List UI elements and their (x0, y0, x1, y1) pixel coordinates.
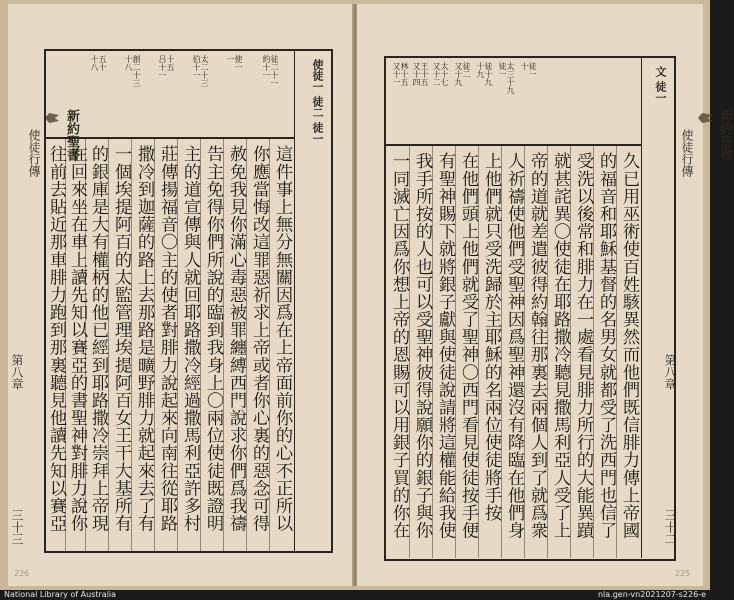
text-column: 的銀庫是大有權柄的他已經到耶路撒冷崇拜上帝現 (88, 145, 108, 532)
text-column: 一個埃提阿百的太監管理埃提阿百女王干大基所有 (111, 145, 131, 532)
text-column: 就甚詫異〇使徒在耶路撒冷聽見撒馬利亞人受了上 (550, 152, 570, 539)
note-column: 太三十九 徒一 (498, 62, 515, 94)
fish-tail-ornament-icon (698, 113, 712, 123)
book-title: 新約聖書 (717, 109, 732, 161)
cross-reference-notes (386, 58, 641, 146)
chapter-label: 第八章 (663, 354, 677, 390)
footer-bar (0, 590, 710, 600)
book-name: 使徒行傳 (680, 129, 694, 177)
note-column: 創二十三 十八 (124, 55, 141, 87)
note-column: 徒一 十 (520, 62, 537, 78)
text-column: 你應當悔改這罪惡祈求上帝或者你心裏的惡念可得 (249, 145, 269, 532)
page-number: 三十三 (10, 509, 24, 545)
text-column: 的福音和耶穌基督的名男女就都受了洗西門也信了 (596, 152, 616, 539)
note-column: 王十五 又十四 (412, 62, 429, 86)
text-column: 告主免得你們所說的臨到我身上〇兩位使徒既證明 (203, 145, 223, 532)
note-column: 五十 十八 (90, 55, 107, 71)
note-column: 徒二 又十九 (454, 62, 471, 86)
note-column: 徒二十一 約十一 (262, 55, 279, 87)
text-column: 主的道宣傳與人就回耶路撒冷經過撒馬利亞許多村 (180, 145, 200, 532)
page-stamp: 226 (14, 569, 30, 578)
chapter-label: 第八章 (10, 354, 24, 390)
text-column: 莊傳揚福音〇主的使者對腓力說起來向南往從耶路 (157, 145, 177, 532)
page-number: 三十二 (663, 509, 677, 545)
text-column: 一同滅亡因爲你想上帝的恩賜可以用銀子買的你在 (389, 152, 409, 539)
note-column: 使一 一 (226, 55, 243, 71)
right-page (357, 4, 732, 586)
page-header-box (641, 58, 674, 558)
library-credit: National Library of Australia (4, 590, 117, 599)
text-column: 在回來坐在車上讀先知以賽亞的書聖神對腓力說你 (67, 145, 87, 532)
book-title: 新約聖書 (64, 109, 79, 161)
text-column: 久已用巫術使百姓駭異然而他們既信腓力傳上帝國 (619, 152, 639, 539)
text-column: 受洗以後常和腓力在一處看見腓力所行的大能異蹟 (573, 152, 593, 539)
text-column: 在他們頭上他們就受了聖神〇西門看見使徒按手便 (458, 152, 478, 539)
text-column: 這件事上無分無關因爲在上帝面前你的心不正所以 (272, 145, 292, 532)
text-column: 帝的道就差遣彼得約翰往那裏去兩個人到了就爲衆 (527, 152, 547, 539)
text-frame (44, 49, 333, 553)
note-column: 太十七 又十二 (432, 62, 449, 86)
item-identifier: nla.gen-vn2021207-s226-e (597, 590, 706, 599)
note-column: 十五 吕十一 (158, 55, 175, 79)
body-text (386, 146, 641, 558)
left-page (8, 4, 354, 586)
text-frame (384, 56, 676, 561)
text-column: 赦免我見你滿心毒惡被罪纏縛西門說求你們爲我禱 (226, 145, 246, 532)
text-column: 往前去貼近那車腓力跑到那裏聽見他讀先知以賽亞 (46, 145, 66, 532)
text-column: 撒冷到迦薩的路上去那路是曠野腓力就起來去了有 (134, 145, 154, 532)
cross-reference-notes (46, 51, 294, 139)
page-header: 使徒一 徒二 徒一 (311, 59, 324, 144)
note-column: 太二十三 伯十一 (192, 55, 209, 87)
page-stamp: 225 (675, 569, 691, 578)
page-header-box (294, 51, 333, 551)
page-header: 文 徒一 (654, 66, 667, 103)
body-text (46, 139, 294, 551)
text-column: 我手所按的人也可以受聖神彼得說願你的銀子與你 (412, 152, 432, 539)
note-column: 徒十九 十九 (476, 62, 493, 86)
right-page-margin (663, 109, 734, 545)
text-column: 有聖神賜下就將銀子獻與使徒說請將這權能給我使 (435, 152, 455, 539)
book-name: 使徒行傳 (27, 129, 41, 177)
text-column: 人祈禱使他們受聖神因爲聖神還沒有降臨在他們身 (504, 152, 524, 539)
text-column: 上他們就只受洗歸於主耶穌的名兩位使徒將手按 (481, 152, 501, 522)
note-column: 林十五 又十一 (392, 62, 409, 86)
